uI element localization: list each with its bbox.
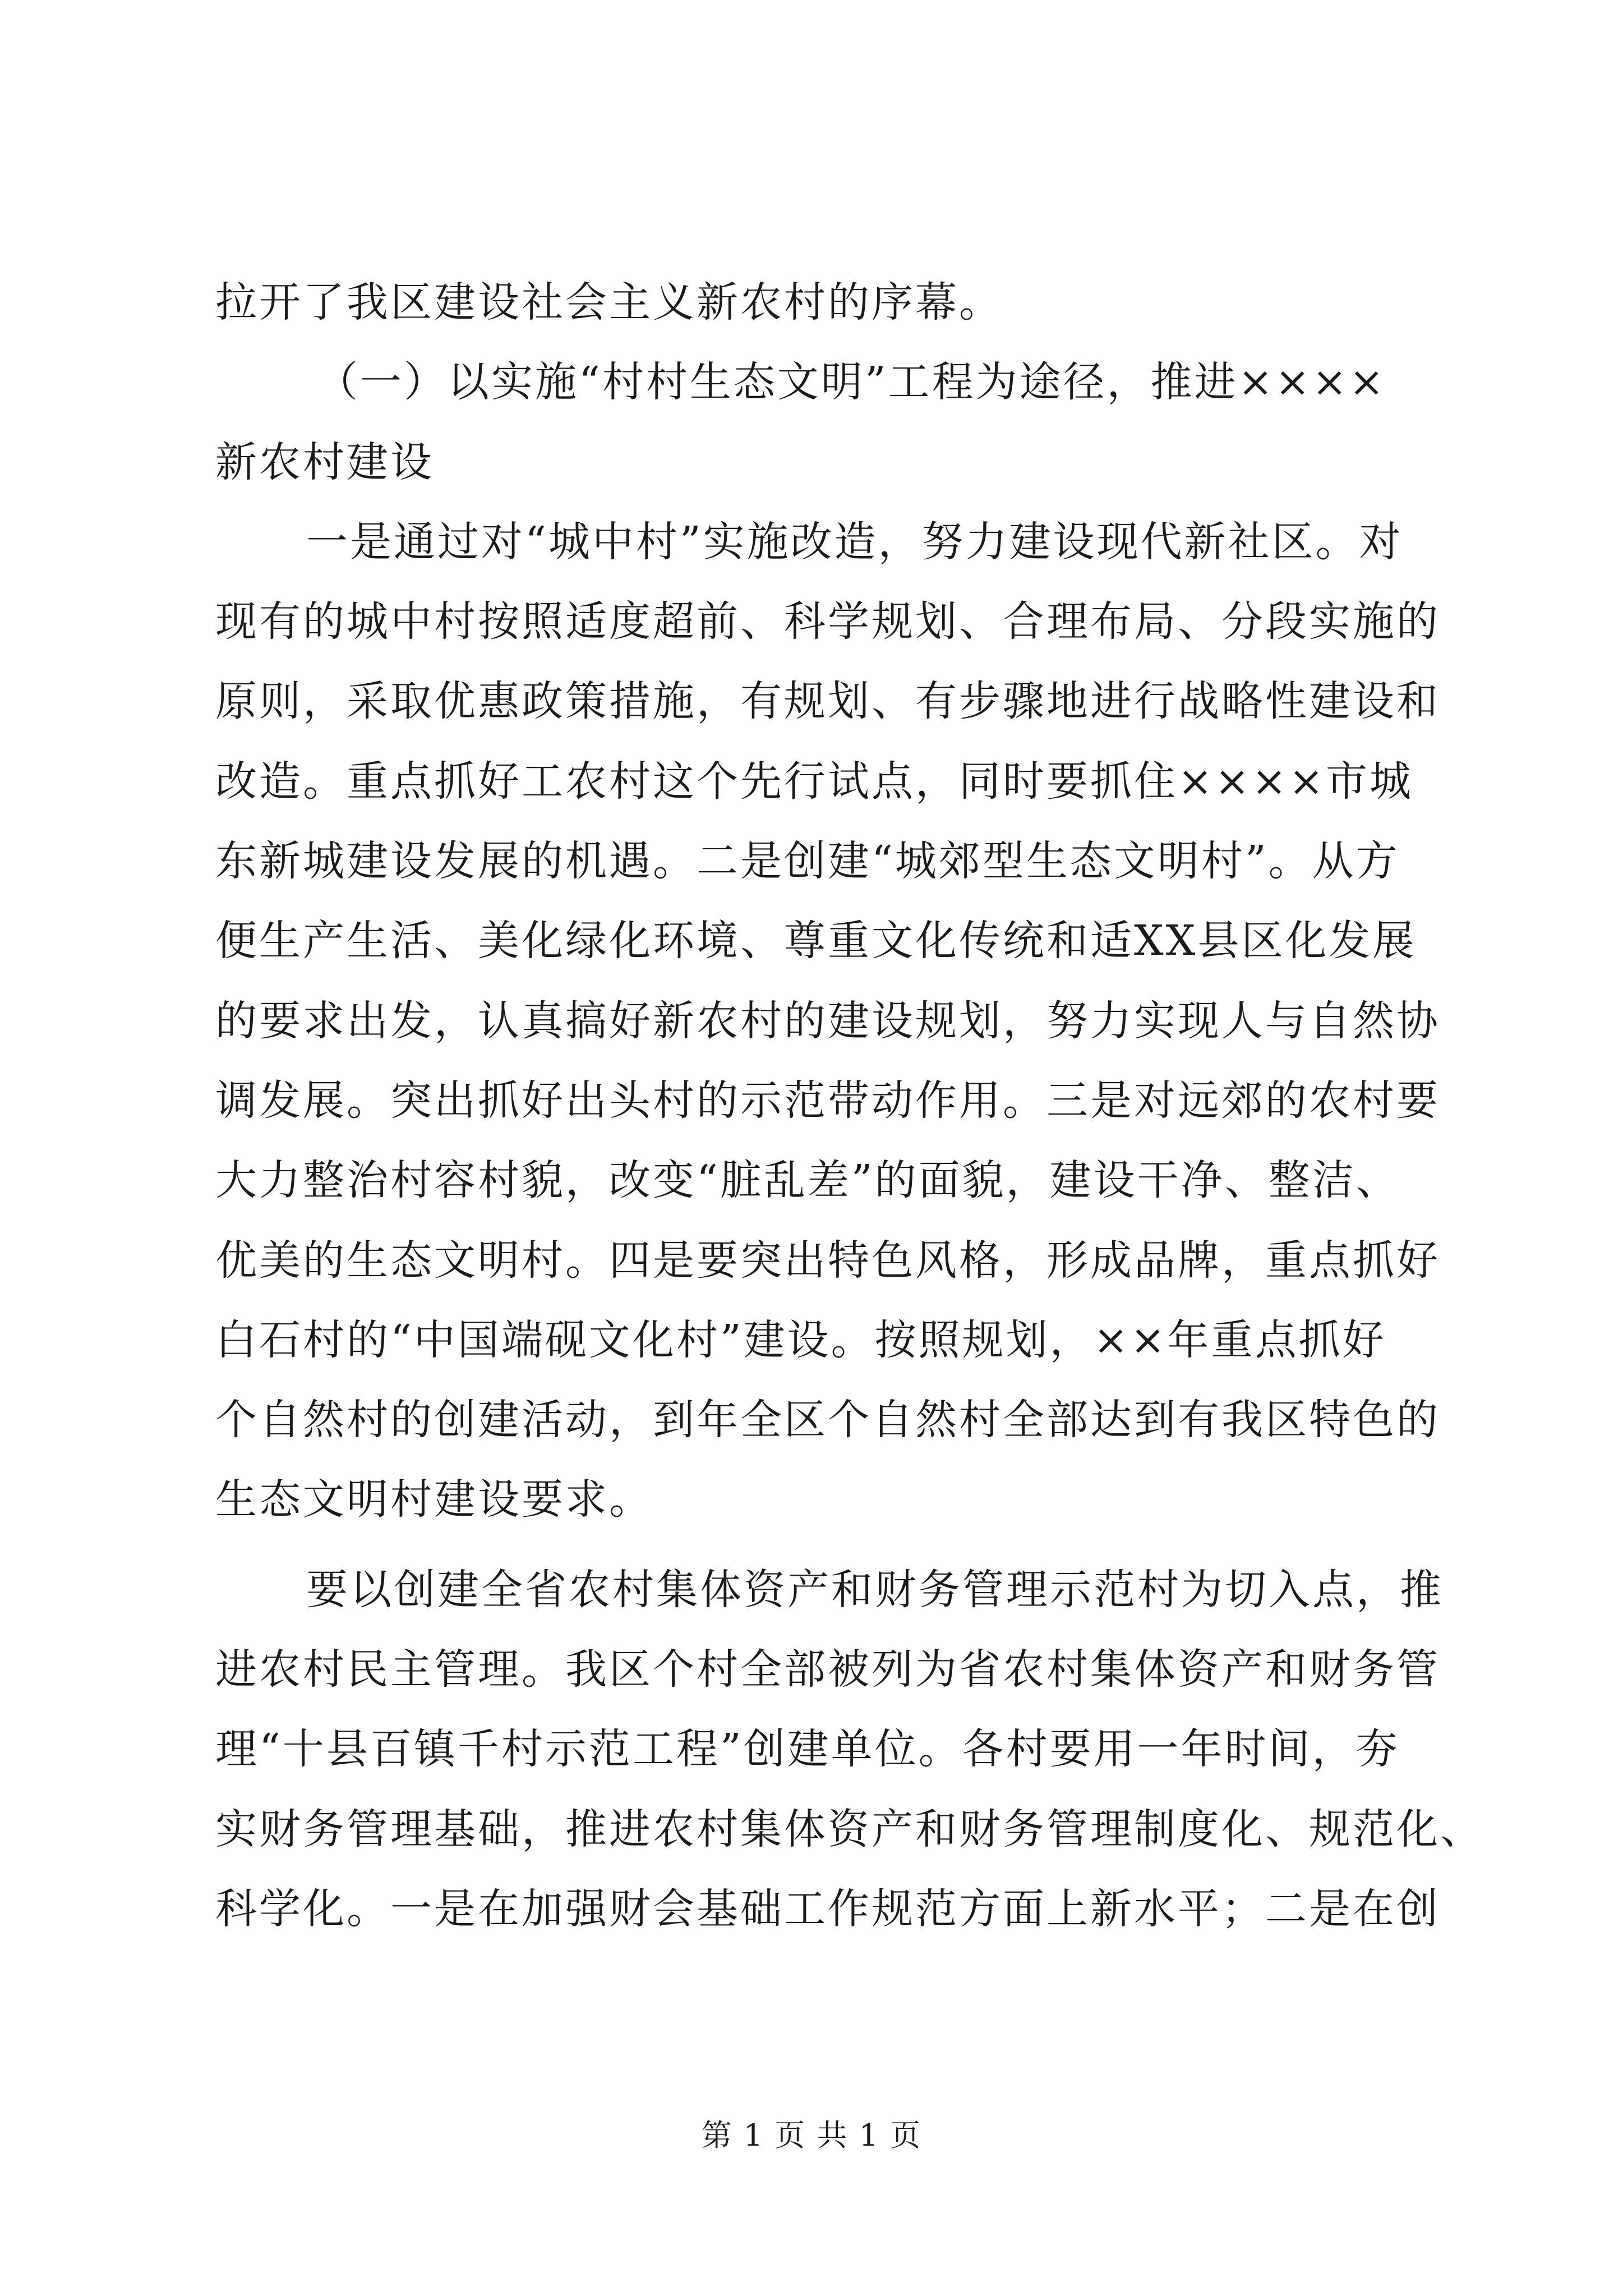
text-line: 生态文明村建设要求。 <box>215 1475 653 1524</box>
text-line: 一是通过对“城中村”实施改造，努力建设现代新社区。对 <box>306 517 1403 566</box>
text-line: 理“十县百镇千村示范工程”创建单位。各村要用一年时间，夯 <box>215 1725 1400 1774</box>
text-line: 优美的生态文明村。四是要突出特色风格，形成品牌，重点抓好 <box>215 1236 1440 1285</box>
text-line: 便生产生活、美化绿化环境、尊重文化传统和适XX县区化发展 <box>215 917 1417 965</box>
text-line: 的要求出发，认真搞好新农村的建设规划，努力实现人与自然协 <box>215 996 1440 1045</box>
text-line: 原则，采取优惠政策措施，有规划、有步骤地进行战略性建设和 <box>215 677 1440 726</box>
text-line: 要以创建全省农村集体资产和财务管理示范村为切入点，推 <box>306 1565 1444 1614</box>
text-line: 进农村民主管理。我区个村全部被列为省农村集体资产和财务管 <box>215 1645 1440 1694</box>
paragraph-gap <box>215 1540 1415 1550</box>
text-line: 个自然村的创建活动，到年全区个自然村全部达到有我区特色的 <box>215 1396 1440 1444</box>
document-body <box>215 263 1484 1949</box>
text-line: 大力整治村容村貌，改变“脏乱差”的面貌，建设干净、整洁、 <box>215 1156 1400 1205</box>
text-line: 调发展。突出抓好出头村的示范带动作用。三是对远郊的农村要 <box>215 1076 1440 1125</box>
section-heading-line: （一）以实施“村村生态文明”工程为途径，推进×××× <box>316 358 1386 407</box>
section-heading-line: 新农村建设 <box>215 438 434 486</box>
text-line: 拉开了我区建设社会主义新农村的序幕。 <box>215 278 1003 326</box>
text-line: 现有的城中村按照适度超前、科学规划、合理布局、分段实施的 <box>215 597 1440 646</box>
text-line: 改造。重点抓好工农村这个先行试点，同时要抓住××××市城 <box>215 757 1414 806</box>
page-number-footer: 第 1 页 共 1 页 <box>701 2118 922 2153</box>
text-line: 东新城建设发展的机遇。二是创建“城郊型生态文明村”。从方 <box>215 837 1400 886</box>
text-line: 白石村的“中国端砚文化村”建设。按照规划，××年重点抓好 <box>215 1315 1386 1364</box>
text-line: 科学化。一是在加强财会基础工作规范方面上新水平；二是在创 <box>215 1884 1440 1933</box>
text-line: 实财务管理基础，推进农村集体资产和财务管理制度化、规范化、 <box>215 1805 1484 1853</box>
